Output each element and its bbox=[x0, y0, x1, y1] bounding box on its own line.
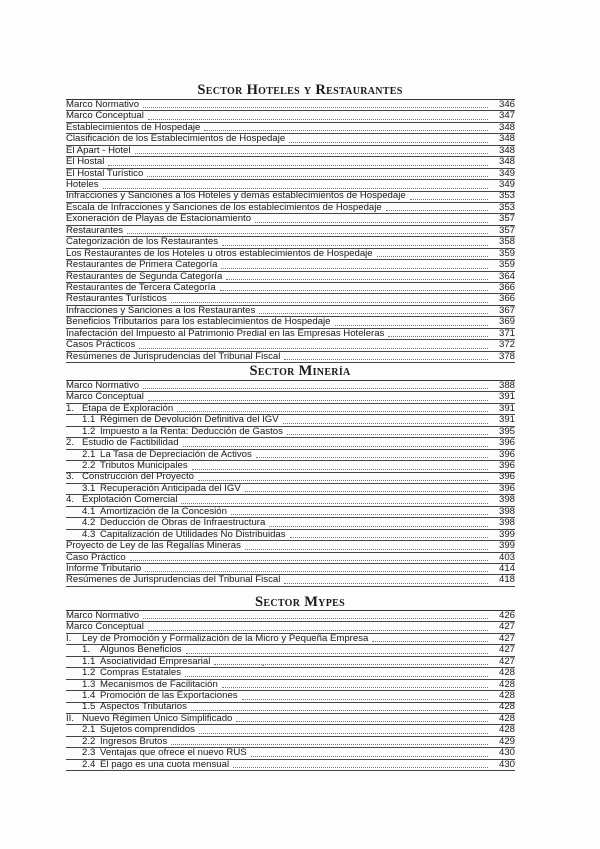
toc-entry-text: Sujetos comprendidos bbox=[100, 724, 195, 736]
toc-entry-page: 366 bbox=[498, 281, 515, 293]
toc-entry-text: Compras Estatales bbox=[100, 667, 182, 679]
leader-dots bbox=[148, 118, 488, 120]
leader-dots bbox=[233, 766, 488, 768]
toc-entry-text: Explotación Comercial bbox=[82, 494, 178, 506]
leader-dots bbox=[135, 152, 488, 154]
toc-entry-text: Mecanismos de Facilitación bbox=[100, 678, 218, 690]
toc-entry-text: Marco Normativo bbox=[66, 379, 140, 391]
leader-dots bbox=[148, 399, 488, 401]
toc-entry-text: Caso Práctico bbox=[66, 551, 126, 563]
toc-entry-label bbox=[66, 392, 146, 402]
toc-entry-page: 398 bbox=[498, 505, 515, 517]
toc-entry-text: Clasificación de los Establecimientos de Hospedaje bbox=[66, 133, 286, 145]
toc-entry-page: 430 bbox=[498, 747, 515, 759]
toc-entry-label bbox=[66, 329, 386, 339]
toc-entry-page: 347 bbox=[498, 110, 515, 122]
toc-entry-label bbox=[66, 495, 179, 505]
toc-entry-number: 4.3 bbox=[82, 528, 96, 540]
toc-entry-page: 403 bbox=[498, 551, 515, 563]
toc-entry-label bbox=[66, 438, 181, 448]
toc-entry-text: La Tasa de Depreciación de Activos bbox=[100, 448, 252, 460]
leader-dots bbox=[204, 129, 488, 131]
toc-entry-page: 414 bbox=[498, 562, 515, 574]
toc-entry-page: 349 bbox=[498, 179, 515, 191]
toc-entry-label bbox=[66, 306, 257, 316]
toc-entry-label bbox=[66, 760, 231, 770]
toc-entry-page: 399 bbox=[498, 540, 515, 552]
toc-entry-page: 391 bbox=[498, 391, 515, 403]
toc-entry-page: 427 bbox=[498, 632, 515, 644]
toc-entry-number: 4.2 bbox=[82, 517, 96, 529]
toc-entry-page: 348 bbox=[498, 121, 515, 133]
toc-entry-text: Algunos Beneficios bbox=[100, 644, 182, 656]
toc-entry-page: 349 bbox=[498, 167, 515, 179]
toc-entry-label bbox=[66, 702, 189, 712]
leader-dots bbox=[143, 106, 488, 108]
toc-entry-label bbox=[66, 575, 282, 585]
toc-entry-label bbox=[66, 564, 143, 574]
toc-entry-page: 348 bbox=[498, 144, 515, 156]
leader-dots bbox=[255, 221, 488, 223]
toc-entry-label bbox=[66, 553, 128, 563]
toc-entry-label bbox=[66, 404, 175, 414]
leader-dots bbox=[335, 324, 488, 326]
toc-entry-label bbox=[66, 260, 219, 270]
toc-entry-text: Recuperación Anticipada del IGV bbox=[100, 482, 241, 494]
toc-entry-label bbox=[66, 352, 282, 362]
toc-entry-page: 367 bbox=[498, 304, 515, 316]
toc-entry-label bbox=[66, 283, 218, 293]
leader-dots bbox=[245, 490, 488, 492]
toc-entry-text: Impuesto a la Renta: Deducción de Gastos bbox=[100, 425, 283, 437]
toc-entry-text: Capitalización de Utilidades No Distribuidas bbox=[100, 528, 286, 540]
toc-entry-page: 427 bbox=[498, 655, 515, 667]
toc-entry-text: Marco Conceptual bbox=[66, 391, 144, 403]
toc-entry-label bbox=[66, 237, 220, 247]
toc-entry bbox=[66, 352, 515, 363]
toc-entry-number: 2.1 bbox=[82, 724, 96, 736]
toc-entry-page: 372 bbox=[498, 339, 515, 351]
toc-entry-label bbox=[66, 415, 281, 425]
toc-entry-page: 348 bbox=[498, 156, 515, 168]
toc-entry-text: El Apart - Hotel bbox=[66, 144, 131, 156]
toc-entry-text: Resúmenes de Jurisprudencias del Tribunal Fiscal bbox=[66, 574, 281, 586]
toc-entry-label bbox=[66, 725, 197, 735]
toc-entry-label bbox=[66, 461, 190, 471]
toc-entry-page: 426 bbox=[498, 609, 515, 621]
toc-entry-label bbox=[66, 634, 370, 644]
leader-dots bbox=[284, 358, 488, 360]
section-title-mineria: Sector Minería bbox=[249, 363, 351, 379]
leader-dots bbox=[245, 548, 488, 550]
leader-dots bbox=[222, 686, 488, 688]
leader-dots bbox=[127, 232, 488, 234]
leader-dots bbox=[186, 652, 488, 654]
toc-entry-page: 369 bbox=[498, 316, 515, 328]
toc-entry-text: Inafectación del Impuesto al Patrimonio Predial en las Empresas Hoteleras bbox=[66, 327, 385, 339]
toc-entry-page: 357 bbox=[498, 213, 515, 225]
toc-entry-text: Restaurantes de Tercera Categoría bbox=[66, 281, 216, 293]
toc-entry-label bbox=[66, 657, 212, 667]
toc-entry-page: 398 bbox=[498, 517, 515, 529]
toc-mineria bbox=[66, 380, 515, 587]
toc-entry-label bbox=[66, 541, 243, 551]
toc-entry-page: 418 bbox=[498, 574, 515, 586]
toc-entry-label bbox=[66, 507, 229, 517]
toc-entry bbox=[66, 575, 515, 586]
toc-entry-label bbox=[66, 472, 196, 482]
toc-entry-number: 2.2 bbox=[82, 460, 96, 472]
toc-entry-text: Restaurantes de Segunda Categoría bbox=[66, 270, 223, 282]
toc-entry-label bbox=[66, 100, 141, 110]
toc-entry-number: 1.1 bbox=[82, 655, 96, 667]
leader-dots bbox=[171, 301, 488, 303]
toc-entry-page: 398 bbox=[498, 494, 515, 506]
leader-dots bbox=[130, 559, 488, 561]
toc-entry-text: Hoteles bbox=[66, 179, 99, 191]
toc-entry bbox=[66, 541, 515, 552]
toc-entry-label bbox=[66, 645, 184, 655]
toc-entry-label bbox=[66, 294, 169, 304]
leader-dots bbox=[177, 410, 488, 412]
toc-entry bbox=[66, 760, 515, 771]
toc-entry-text: Los Restaurantes de los Hoteles u otros establecimientos de Hospedaje bbox=[66, 247, 373, 259]
toc-entry-text: Beneficios Tributarios para los establecimientos de Hospedaje bbox=[66, 316, 331, 328]
leader-dots bbox=[290, 536, 488, 538]
toc-entry-text: Régimen de Devolución Definitiva del IGV bbox=[100, 414, 279, 426]
toc-entry-page: 346 bbox=[498, 98, 515, 110]
toc-entry-label bbox=[66, 748, 249, 758]
toc-entry-page: 399 bbox=[498, 528, 515, 540]
toc-entry-label bbox=[66, 249, 375, 259]
leader-dots bbox=[221, 267, 488, 269]
toc-entry-label bbox=[66, 381, 141, 391]
section-title-mypes: Sector Mypes bbox=[255, 594, 345, 610]
toc-entry-label bbox=[66, 123, 202, 133]
toc-entry-page: 396 bbox=[498, 448, 515, 460]
leader-dots bbox=[251, 755, 488, 757]
toc-entry-text: Marco Normativo bbox=[66, 98, 140, 110]
leader-dots bbox=[231, 513, 488, 515]
toc-entry bbox=[66, 214, 515, 225]
toc-entry-text: Nuevo Régimen Único Simplificado bbox=[82, 712, 233, 724]
toc-entry-page: 357 bbox=[498, 224, 515, 236]
leader-dots bbox=[242, 698, 488, 700]
toc-entry-text: El Hostal Turístico bbox=[66, 167, 144, 179]
leader-dots bbox=[222, 244, 488, 246]
toc-entry-number: 4. bbox=[66, 494, 75, 506]
leader-dots bbox=[185, 675, 488, 677]
toc-entry-label bbox=[66, 111, 146, 121]
toc-entry-label bbox=[66, 668, 183, 678]
toc-entry-text: Infracciones y Sanciones a los Hoteles y demás establecimientos de Hospedaje bbox=[66, 190, 406, 202]
toc-entry-number: 2.3 bbox=[82, 747, 96, 759]
toc-entry-text: Restaurantes Turísticos bbox=[66, 293, 167, 305]
toc-entry-page: 391 bbox=[498, 414, 515, 426]
toc-entry-page: 353 bbox=[498, 190, 515, 202]
toc-entry-text: Establecimientos de Hospedaje bbox=[66, 121, 201, 133]
leader-dots bbox=[236, 720, 488, 722]
leader-dots bbox=[410, 198, 488, 200]
toc-entry-number: 1.4 bbox=[82, 690, 96, 702]
toc-entry-number: 1.5 bbox=[82, 701, 96, 713]
toc-entry-text: Ingresos Brutos bbox=[100, 735, 168, 747]
toc-entry-text: Restaurantes bbox=[66, 224, 124, 236]
toc-entry-number: 1. bbox=[66, 402, 75, 414]
toc-entry-label bbox=[66, 680, 220, 690]
toc-entry-page: 388 bbox=[498, 379, 515, 391]
toc-entry-number: 1.2 bbox=[82, 667, 96, 679]
toc-entry-text: Exoneración de Playas de Estacionamiento bbox=[66, 213, 252, 225]
toc-entry-page: 428 bbox=[498, 667, 515, 679]
toc-entry-label bbox=[66, 226, 125, 236]
toc-entry-page: 427 bbox=[498, 621, 515, 633]
toc-entry-page: 396 bbox=[498, 482, 515, 494]
toc-entry-text: Marco Conceptual bbox=[66, 621, 144, 633]
leader-dots bbox=[191, 709, 488, 711]
toc-entry-text: Casos Prácticos bbox=[66, 339, 136, 351]
toc-entry-label bbox=[66, 450, 254, 460]
leader-dots bbox=[139, 347, 488, 349]
leader-dots bbox=[181, 502, 488, 504]
section-title-hoteles: Sector Hoteles y Restaurantes bbox=[197, 82, 403, 98]
leader-dots bbox=[226, 278, 488, 280]
toc-entry-text: El pago es una cuota mensual bbox=[100, 758, 230, 770]
toc-mypes bbox=[66, 610, 515, 771]
toc-entry-page: 371 bbox=[498, 327, 515, 339]
leader-dots bbox=[284, 582, 488, 584]
toc-entry-label bbox=[66, 427, 285, 437]
toc-entry-label bbox=[66, 203, 384, 213]
leader-dots bbox=[214, 663, 488, 665]
toc-entry-text: Ventajas que ofrece el nuevo RUS bbox=[100, 747, 247, 759]
toc-entry-label bbox=[66, 157, 106, 167]
toc-entry bbox=[66, 146, 515, 157]
toc-entry-text: Construcción del Proyecto bbox=[82, 471, 194, 483]
toc-entry-text: Informe Tributario bbox=[66, 562, 142, 574]
toc-entry-number: 2. bbox=[66, 437, 75, 449]
toc-hoteles bbox=[66, 99, 515, 363]
leader-dots bbox=[183, 445, 488, 447]
toc-entry-number: 1. bbox=[82, 644, 91, 656]
toc-entry-page: 428 bbox=[498, 712, 515, 724]
toc-entry-page: 359 bbox=[498, 247, 515, 259]
toc-entry-page: 430 bbox=[498, 758, 515, 770]
toc-entry-label bbox=[66, 169, 145, 179]
toc-entry-page: 428 bbox=[498, 678, 515, 690]
leader-dots bbox=[289, 141, 488, 143]
toc-entry-label bbox=[66, 214, 253, 224]
leader-dots bbox=[198, 479, 488, 481]
toc-entry-page: 378 bbox=[498, 350, 515, 362]
toc-entry-page: 396 bbox=[498, 437, 515, 449]
toc-entry-label bbox=[66, 737, 169, 747]
toc-entry-text: Amortización de la Concesión bbox=[100, 505, 227, 517]
toc-entry-number: 3.1 bbox=[82, 482, 96, 494]
toc-entry-text: Proyecto de Ley de las Regalías Mineras bbox=[66, 540, 241, 552]
toc-entry-text: Resúmenes de Jurisprudencias del Tribunal Fiscal bbox=[66, 350, 281, 362]
scan-speck bbox=[262, 665, 264, 666]
toc-entry-text: Restaurantes de Primera Categoría bbox=[66, 259, 218, 271]
toc-entry-label bbox=[66, 714, 234, 724]
toc-entry-page: 353 bbox=[498, 201, 515, 213]
leader-dots bbox=[143, 387, 488, 389]
toc-entry-number: 4.1 bbox=[82, 505, 96, 517]
toc-entry-text: El Hostal bbox=[66, 156, 105, 168]
toc-entry-page: 396 bbox=[498, 471, 515, 483]
toc-entry-number: 1.2 bbox=[82, 425, 96, 437]
toc-entry-label bbox=[66, 622, 146, 632]
toc-entry-label bbox=[66, 146, 133, 156]
toc-entry-text: Deducción de Obras de Infraestructura bbox=[100, 517, 266, 529]
leader-dots bbox=[147, 175, 488, 177]
toc-entry-label bbox=[66, 691, 240, 701]
toc-entry-page: 359 bbox=[498, 259, 515, 271]
toc-entry-page: 348 bbox=[498, 133, 515, 145]
leader-dots bbox=[287, 433, 488, 435]
toc-entry-text: Infracciones y Sanciones a los Restaurantes bbox=[66, 304, 256, 316]
toc-entry-page: 396 bbox=[498, 460, 515, 472]
toc-entry bbox=[66, 169, 515, 180]
toc-entry-text: Categorización de los Restaurantes bbox=[66, 236, 218, 248]
toc-entry-page: 358 bbox=[498, 236, 515, 248]
toc-entry-label bbox=[66, 484, 243, 494]
toc-entry-label bbox=[66, 134, 287, 144]
leader-dots bbox=[148, 629, 488, 631]
toc-entry-number: I. bbox=[66, 632, 72, 644]
toc-entry-text: Estudio de Factibilidad bbox=[82, 437, 179, 449]
leader-dots bbox=[145, 570, 488, 572]
toc-entry-number: 2.1 bbox=[82, 448, 96, 460]
toc-entry-label bbox=[66, 518, 267, 528]
toc-entry-page: 428 bbox=[498, 690, 515, 702]
toc-entry-number: 3. bbox=[66, 471, 75, 483]
toc-entry-label bbox=[66, 272, 224, 282]
toc-entry-text: Etapa de Exploración bbox=[82, 402, 174, 414]
toc-entry-text: Aspectos Tributarios bbox=[100, 701, 187, 713]
leader-dots bbox=[103, 187, 488, 189]
toc-entry-label bbox=[66, 340, 137, 350]
toc-entry-text: Marco Conceptual bbox=[66, 110, 144, 122]
toc-entry-number: 2.4 bbox=[82, 758, 96, 770]
leader-dots bbox=[377, 255, 488, 257]
toc-entry-page: 395 bbox=[498, 425, 515, 437]
leader-dots bbox=[171, 743, 488, 745]
toc-entry-text: Asociatividad Empresarial bbox=[100, 655, 211, 667]
toc-entry-text: Promoción de las Exportaciones bbox=[100, 690, 238, 702]
toc-entry-text: Escala de Infracciones y Sanciones de los establecimientos de Hospedaje bbox=[66, 201, 382, 213]
toc-entry-number: 2.2 bbox=[82, 735, 96, 747]
leader-dots bbox=[259, 312, 488, 314]
leader-dots bbox=[372, 640, 488, 642]
toc-entry-text: Tributos Municipales bbox=[100, 460, 188, 472]
leader-dots bbox=[269, 525, 488, 527]
toc-entry-number: 1.3 bbox=[82, 678, 96, 690]
toc-entry-label bbox=[66, 611, 141, 621]
leader-dots bbox=[199, 732, 488, 734]
toc-entry-page: 364 bbox=[498, 270, 515, 282]
toc-entry-page: 428 bbox=[498, 724, 515, 736]
leader-dots bbox=[256, 456, 488, 458]
leader-dots bbox=[220, 289, 488, 291]
toc-entry-number: II. bbox=[66, 712, 74, 724]
toc-entry-label bbox=[66, 191, 408, 201]
leader-dots bbox=[283, 422, 488, 424]
toc-entry-text: Ley de Promoción y Formalización de la Micro y Pequeña Empresa bbox=[82, 632, 369, 644]
toc-entry-label bbox=[66, 530, 288, 540]
toc-entry-text: Marco Normativo bbox=[66, 609, 140, 621]
leader-dots bbox=[386, 209, 488, 211]
toc-entry-page: 428 bbox=[498, 701, 515, 713]
toc-entry-page: 391 bbox=[498, 402, 515, 414]
leader-dots bbox=[388, 335, 488, 337]
leader-dots bbox=[143, 617, 488, 619]
leader-dots bbox=[192, 468, 488, 470]
toc-entry bbox=[66, 134, 515, 145]
toc-entry-page: 429 bbox=[498, 735, 515, 747]
toc-entry-page: 366 bbox=[498, 293, 515, 305]
toc-entry-page: 427 bbox=[498, 644, 515, 656]
toc-entry-label bbox=[66, 180, 101, 190]
leader-dots bbox=[108, 164, 488, 166]
toc-entry-label bbox=[66, 317, 333, 327]
toc-entry-number: 1.1 bbox=[82, 414, 96, 426]
